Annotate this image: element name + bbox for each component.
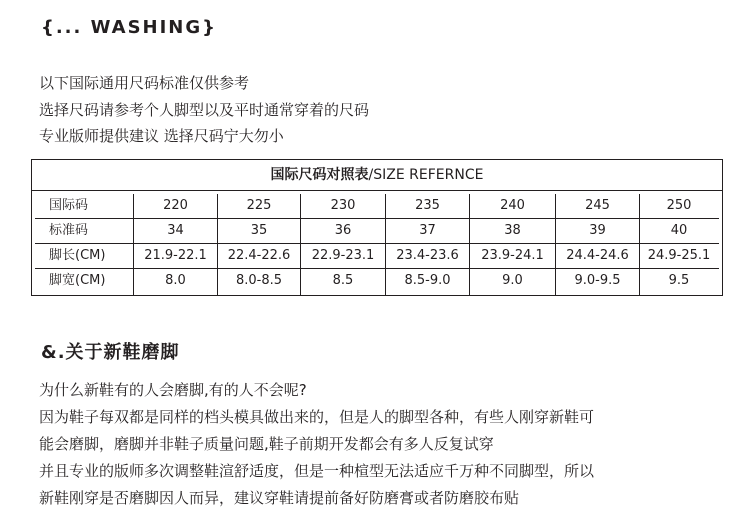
- table-cell: 9.5: [639, 269, 718, 295]
- table-cell: 250: [639, 194, 718, 218]
- explanation-line: 能会磨脚，磨脚并非鞋子质量问题,鞋子前期开发都会有多人反复试穿: [39, 435, 494, 453]
- advice-line: 以下国际通用尺码标准仅供参考: [39, 74, 250, 92]
- new-shoe-explanation-paragraph: [39, 377, 594, 512]
- table-row: [35, 243, 719, 268]
- row-label: 脚宽(CM): [49, 273, 106, 288]
- table-cell: 245: [555, 194, 639, 218]
- advice-line: 选择尺码请参考个人脚型以及平时通常穿着的尺码: [39, 100, 370, 119]
- table-cell: 9.0: [469, 269, 555, 295]
- table-cell: 235: [385, 194, 469, 218]
- table-cell: 40: [639, 219, 718, 243]
- size-reference-table: [31, 159, 723, 296]
- section-heading-washing: {... WASHING}: [41, 17, 217, 38]
- table-cell: 24.9-25.1: [639, 244, 718, 268]
- section-heading-new-shoes: &.关于新鞋磨脚: [41, 342, 180, 363]
- table-cell: 220: [133, 194, 217, 218]
- table-row: [35, 194, 719, 218]
- size-advice-paragraph: [39, 70, 369, 150]
- table-cell: 23.9-24.1: [469, 244, 555, 268]
- table-cell: 24.4-24.6: [555, 244, 639, 268]
- table-cell: 35: [217, 219, 300, 243]
- table-cell: 37: [385, 219, 469, 243]
- table-cell: 225: [217, 194, 300, 218]
- table-cell: 21.9-22.1: [133, 244, 217, 268]
- table-title: [32, 160, 722, 191]
- table-cell: 22.9-23.1: [300, 244, 385, 268]
- explanation-line: 因为鞋子每双都是同样的档头模具做出来的，但是人的脚型各种，有些人刚穿新鞋可: [39, 408, 595, 426]
- table-cell: 22.4-22.6: [217, 244, 300, 268]
- advice-line: 专业版师提供建议 选择尺码宁大勿小: [39, 127, 284, 145]
- table-cell: 8.0-8.5: [217, 269, 300, 295]
- table-cell: 8.5-9.0: [385, 269, 469, 295]
- table-title-en: /SIZE REFERNCE: [368, 167, 484, 183]
- row-label: 标准码: [49, 223, 89, 238]
- table-cell: 39: [555, 219, 639, 243]
- explanation-line: 新鞋刚穿是否磨脚因人而异，建议穿鞋请提前备好防磨膏或者防磨胶布贴: [39, 489, 520, 507]
- row-label: 脚长(CM): [49, 248, 106, 263]
- table-cell: 23.4-23.6: [385, 244, 469, 268]
- explanation-line: 并且专业的版师多次调整鞋渲舒适度，但是一种楦型无法适应千万种不同脚型，所以: [39, 462, 595, 480]
- table-cell: 36: [300, 219, 385, 243]
- table-grid: [32, 191, 722, 295]
- table-cell: 230: [300, 194, 385, 218]
- table-cell: 9.0-9.5: [555, 269, 639, 295]
- table-cell: 38: [469, 219, 555, 243]
- table-row: [35, 268, 719, 295]
- table-cell: 8.0: [133, 269, 217, 295]
- table-cell: 240: [469, 194, 555, 218]
- row-label: 国际码: [49, 198, 89, 213]
- table-cell: 34: [133, 219, 217, 243]
- explanation-line: 为什么新鞋有的人会磨脚,有的人不会呢?: [39, 381, 307, 399]
- table-row: [35, 218, 719, 243]
- table-title-cn: 国际尺码对照表: [270, 167, 369, 183]
- table-cell: 8.5: [300, 269, 385, 295]
